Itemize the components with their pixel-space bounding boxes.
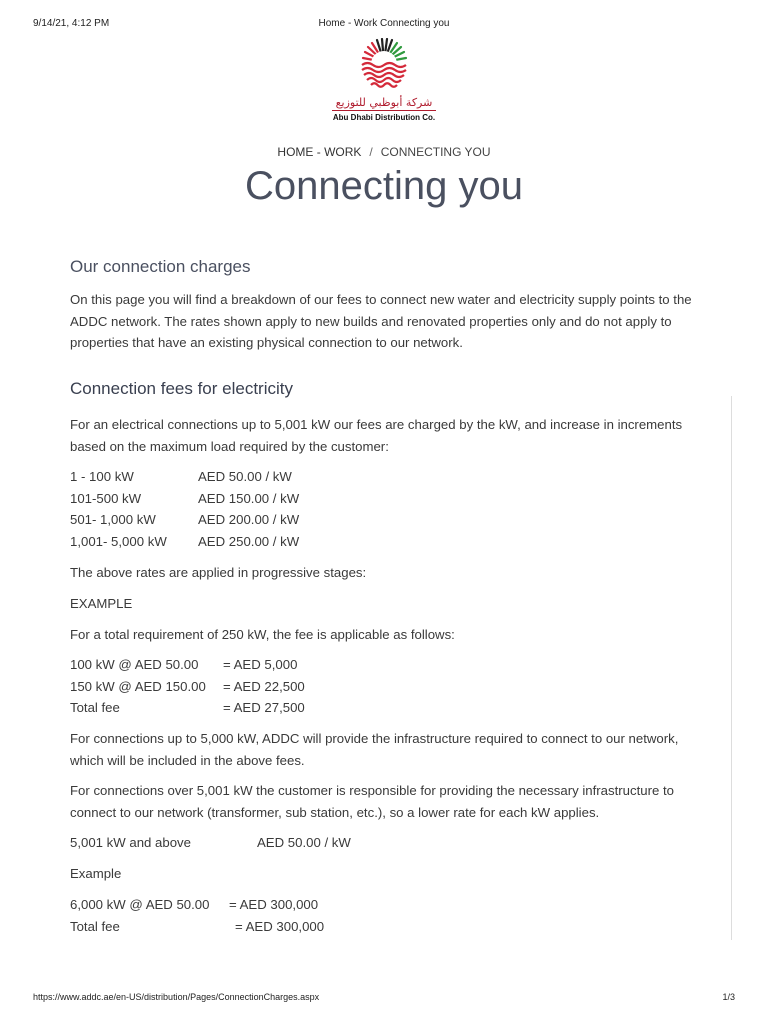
example-intro: For a total requirement of 250 kW, the fee is applicable as follows: — [70, 627, 455, 642]
page-title: Connecting you — [245, 164, 523, 208]
charges-intro: On this page you will find a breakdown of our fees to connect new water and electricity supply points to the ADDC network. The rates shown apply to new builds and renovated properties only and do not apply to properties that have an existing physical connection to our network. — [70, 292, 692, 350]
rate-value: AED 50.00 / kW — [198, 469, 292, 484]
print-url: https://www.addc.ae/en-US/distribution/Pages/ConnectionCharges.aspx — [33, 992, 320, 1002]
addc-logo[interactable] — [0, 38, 768, 122]
example2-left: 6,000 kW @ AED 50.00 — [70, 897, 210, 912]
over-rate-range: 5,001 kW and above — [70, 835, 191, 850]
example-left: Total fee — [70, 700, 120, 715]
logo-divider — [332, 110, 436, 111]
example-right: = AED 5,000 — [223, 657, 298, 672]
breadcrumb-separator: / — [369, 145, 373, 159]
infrastructure-upto-note: For connections up to 5,000 kW, ADDC will provide the infrastructure required to connect to our network, which will be included in the above fees. — [70, 731, 679, 768]
rate-range: 1 - 100 kW — [70, 469, 134, 484]
print-page-number: 1/3 — [722, 992, 735, 1002]
breadcrumb-home-link[interactable]: HOME - WORK — [277, 145, 362, 159]
print-date: 9/14/21, 4:12 PM — [33, 18, 110, 29]
addc-emblem-icon — [357, 38, 411, 94]
rate-value: AED 150.00 / kW — [198, 490, 300, 506]
rate-range: 101-500 kW — [70, 490, 142, 506]
print-header — [0, 18, 768, 32]
scroll-track[interactable] — [731, 396, 732, 940]
example2-right: = AED 300,000 — [235, 918, 325, 934]
print-title: Home - Work Connecting you — [318, 18, 450, 29]
rate-range: 1,001- 5,000 kW — [70, 533, 167, 549]
rate-range: 501- 1,000 kW — [70, 512, 156, 527]
rate-value: AED 250.00 / kW — [198, 533, 300, 549]
example-right: = AED 22,500 — [223, 678, 305, 694]
example-right: = AED 27,500 — [223, 700, 305, 715]
example2-label: Example — [70, 866, 122, 881]
breadcrumb — [0, 145, 768, 159]
over-rate-value: AED 50.00 / kW — [257, 835, 351, 850]
logo-arabic-name: شركة أبوظبي للتوزيع — [335, 96, 433, 109]
electricity-intro: For an electrical connections up to 5,001 kW our fees are charged by the kW, and increase in increments based on the maximum load required by the customer: — [70, 417, 683, 454]
example2-right: = AED 300,000 — [229, 897, 319, 912]
infrastructure-over-note: For connections over 5,001 kW the customer is responsible for providing the necessary infrastructure to connect to our network (transformer, sub station, etc.), so a lower rate for each kW applies. — [70, 783, 674, 820]
section-heading-electricity: Connection fees for electricity — [70, 379, 293, 398]
rate-value: AED 200.00 / kW — [198, 512, 300, 527]
example-left: 150 kW @ AED 150.00 — [70, 678, 206, 694]
example-label: EXAMPLE — [70, 596, 133, 611]
progressive-note: The above rates are applied in progressive stages: — [70, 565, 367, 580]
example2-left: Total fee — [70, 918, 120, 934]
logo-english-name: Abu Dhabi Distribution Co. — [332, 113, 436, 122]
breadcrumb-current: CONNECTING YOU — [380, 145, 491, 159]
section-heading-charges: Our connection charges — [70, 257, 251, 276]
example-left: 100 kW @ AED 50.00 — [70, 657, 199, 672]
